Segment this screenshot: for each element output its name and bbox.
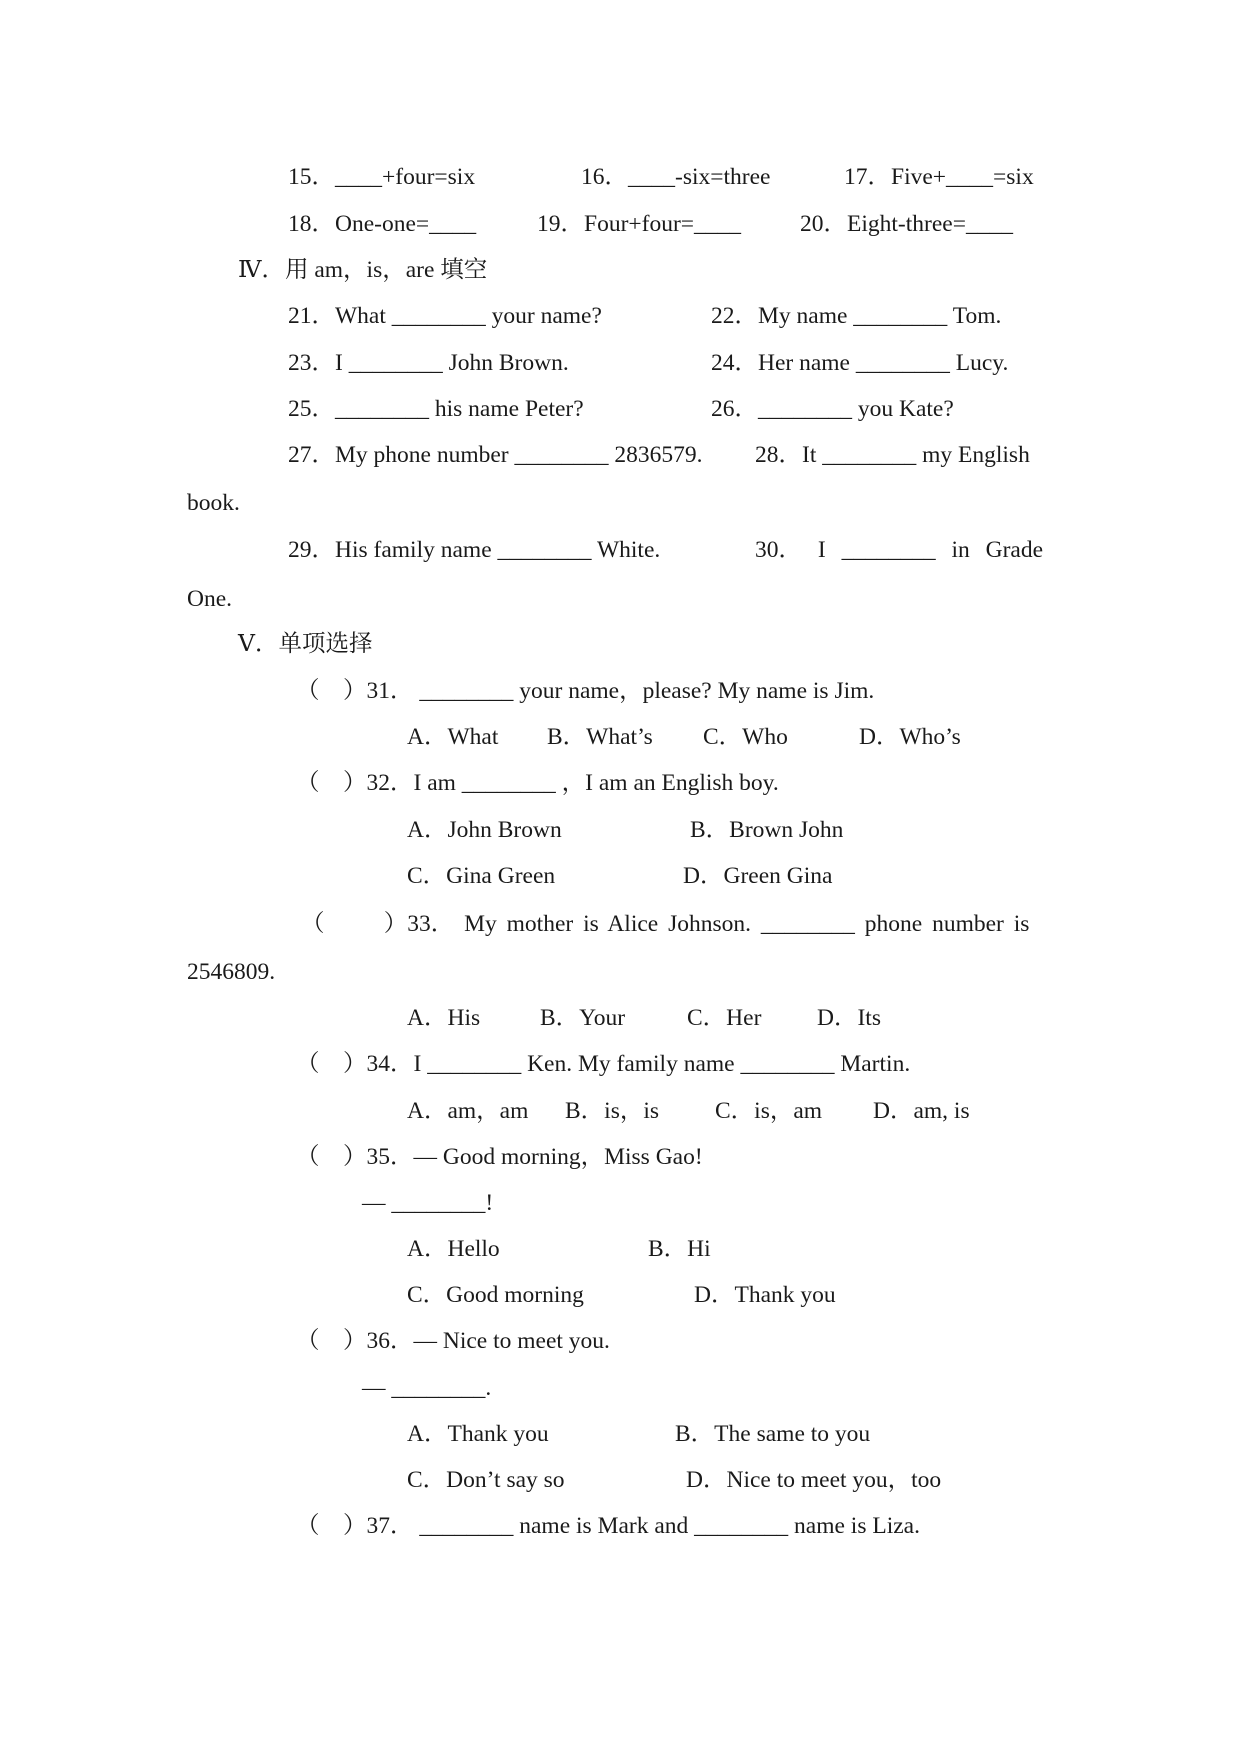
- q32-option-a: A．John Brown: [407, 817, 562, 843]
- q32-option-b: B．Brown John: [690, 817, 844, 843]
- q31-option-a: A．What: [407, 724, 499, 750]
- question-28-continued: book.: [187, 490, 240, 516]
- q33-option-a: A．His: [407, 1005, 481, 1031]
- q31-option-b: B．What’s: [547, 724, 653, 750]
- question-28: 28．It ________ my English: [755, 442, 1030, 468]
- question-29: 29．His family name ________ White.: [288, 537, 661, 563]
- q36-option-b: B．The same to you: [675, 1421, 871, 1447]
- q32-option-d: D．Green Gina: [683, 863, 833, 889]
- q34-option-a: A．am，am: [407, 1098, 529, 1124]
- question-36-reply: — ________.: [362, 1375, 492, 1401]
- q35-option-c: C．Good morning: [407, 1282, 584, 1308]
- q31-option-d: D．Who’s: [859, 724, 961, 750]
- question-27: 27．My phone number ________ 2836579.: [288, 442, 703, 468]
- question-19: 19．Four+four=____: [537, 211, 742, 237]
- question-35: （ ）35．— Good morning，Miss Gao!: [296, 1144, 703, 1170]
- q31-option-c: C．Who: [703, 724, 788, 750]
- question-32: （ ）32．I am ________ ，I am an English boy.: [296, 770, 779, 796]
- q35-option-a: A．Hello: [407, 1236, 500, 1262]
- q36-option-c: C．Don’t say so: [407, 1467, 565, 1493]
- q34-option-d: D．am, is: [873, 1098, 970, 1124]
- q33-option-b: B．Your: [540, 1005, 626, 1031]
- q35-option-d: D．Thank you: [694, 1282, 836, 1308]
- question-20: 20．Eight-three=____: [800, 211, 1013, 237]
- question-21: 21．What ________ your name?: [288, 303, 602, 329]
- question-26: 26．________ you Kate?: [711, 396, 954, 422]
- question-35-reply: — ________!: [362, 1190, 494, 1216]
- question-33-continued: 2546809.: [187, 959, 276, 985]
- question-18: 18．One-one=____: [288, 211, 477, 237]
- question-15: 15．____+four=six: [288, 164, 476, 190]
- q34-option-c: C．is，am: [715, 1098, 823, 1124]
- question-31: （ ）31． ________ your name，please? My name is Jim.: [296, 678, 875, 704]
- question-17: 17．Five+____=six: [844, 164, 1034, 190]
- q36-option-a: A．Thank you: [407, 1421, 549, 1447]
- q33-option-c: C．Her: [687, 1005, 762, 1031]
- question-23: 23．I ________ John Brown.: [288, 350, 569, 376]
- question-25: 25．________ his name Peter?: [288, 396, 584, 422]
- question-37: （ ）37． ________ name is Mark and ________ name is Liza.: [296, 1513, 920, 1539]
- section-4-heading: Ⅳ．用 am，is，are 填空: [238, 257, 488, 283]
- question-24: 24．Her name ________ Lucy.: [711, 350, 1009, 376]
- section-5-heading: Ⅴ．单项选择: [238, 631, 373, 657]
- question-30-continued: One.: [187, 586, 233, 612]
- q34-option-b: B．is，is: [565, 1098, 660, 1124]
- question-34: （ ）34．I ________ Ken. My family name ________ Martin.: [296, 1051, 911, 1077]
- q36-option-d: D．Nice to meet you，too: [686, 1467, 942, 1493]
- q33-option-d: D．Its: [817, 1005, 881, 1031]
- question-36: （ ）36．— Nice to meet you.: [296, 1328, 610, 1354]
- question-22: 22．My name ________ Tom.: [711, 303, 1002, 329]
- question-30: 30． I ________ in Grade: [755, 537, 1044, 563]
- q32-option-c: C．Gina Green: [407, 863, 556, 889]
- q35-option-b: B．Hi: [648, 1236, 711, 1262]
- question-16: 16．____-six=three: [581, 164, 771, 190]
- question-33: （ ）33． My mother is Alice Johnson. ________ phone number is: [301, 911, 1030, 937]
